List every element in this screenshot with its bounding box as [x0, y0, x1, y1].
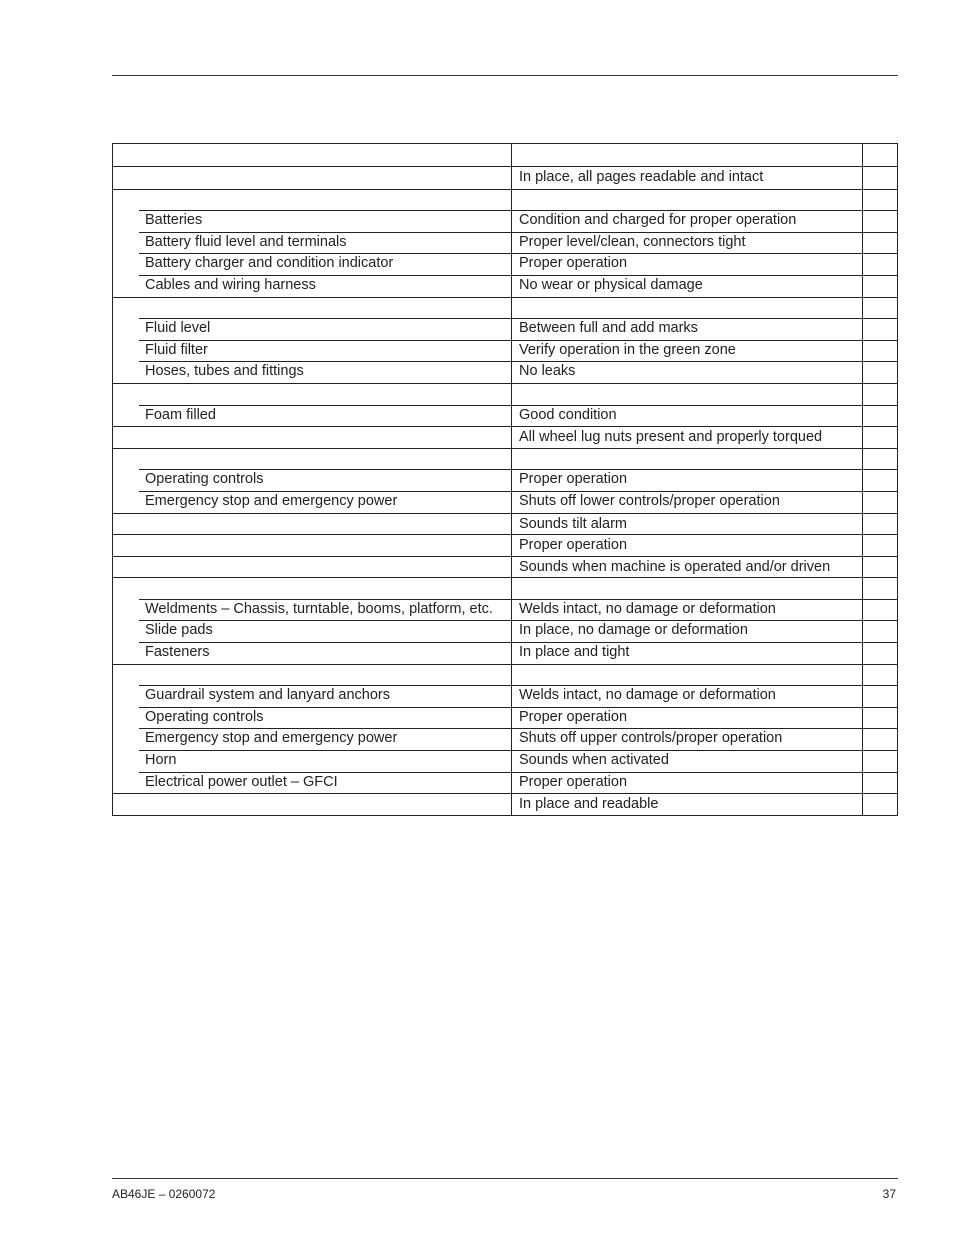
table-row: [113, 448, 897, 470]
table-row: [113, 707, 897, 729]
check-box-cell[interactable]: [863, 405, 897, 427]
inspection-criteria: In place, all pages readable and intact: [519, 169, 764, 185]
inspection-item: Fluid filter: [145, 341, 208, 358]
check-box-cell[interactable]: [863, 514, 897, 535]
table-row: [113, 491, 897, 513]
check-box-cell[interactable]: [863, 167, 897, 189]
inspection-criteria: Sounds tilt alarm: [519, 515, 627, 532]
table-row: [113, 793, 897, 815]
check-box-cell[interactable]: [863, 728, 897, 750]
check-box-cell[interactable]: [863, 750, 897, 772]
table-row: [113, 728, 897, 750]
table-row: [113, 275, 897, 297]
check-box-cell[interactable]: [863, 685, 897, 707]
table-row: [113, 232, 897, 254]
inspection-item: Electrical power outlet – GFCI: [145, 773, 338, 790]
inspection-criteria: Sounds when activated: [519, 752, 669, 769]
footer-page-number: 37: [882, 1187, 896, 1201]
check-box-cell[interactable]: [863, 384, 897, 405]
check-box-cell[interactable]: [863, 449, 897, 470]
check-box-cell[interactable]: [863, 620, 897, 642]
inspection-checklist-table: [112, 143, 898, 816]
check-box-cell[interactable]: [863, 427, 897, 448]
table-row: [113, 750, 897, 772]
inspection-criteria: Condition and charged for proper operation: [519, 212, 797, 229]
check-box-cell[interactable]: [863, 707, 897, 729]
check-box-cell[interactable]: [863, 232, 897, 254]
inspection-criteria: Welds intact, no damage or deformation: [519, 600, 776, 617]
inspection-criteria: Shuts off upper controls/proper operation: [519, 730, 783, 747]
inspection-criteria: Between full and add marks: [519, 320, 698, 337]
check-box-cell[interactable]: [863, 491, 897, 513]
inspection-item: Slide pads: [145, 622, 213, 639]
check-box-cell[interactable]: [863, 469, 897, 491]
footer-rule: [112, 1178, 898, 1179]
inspection-criteria: No leaks: [519, 363, 576, 380]
inspection-item: Operating controls: [145, 708, 264, 725]
check-box-cell[interactable]: [863, 665, 897, 686]
inspection-criteria: Proper operation: [519, 537, 628, 554]
inspection-item: Battery fluid level and terminals: [145, 233, 347, 250]
inspection-item: Fasteners: [145, 644, 210, 661]
table-header-row: [113, 144, 897, 167]
check-box-cell[interactable]: [863, 253, 897, 275]
inspection-item: Battery charger and condition indicator: [145, 255, 394, 272]
inspection-item: Horn: [145, 752, 177, 769]
inspection-item: Cables and wiring harness: [145, 276, 316, 293]
inspection-item: Hoses, tubes and fittings: [145, 363, 304, 380]
inspection-criteria: Proper level/clean, connectors tight: [519, 233, 746, 250]
table-row: [113, 620, 897, 642]
check-box-cell[interactable]: [863, 794, 897, 815]
table-row: [113, 664, 897, 686]
header-rule: [112, 75, 898, 76]
inspection-item: Foam filled: [145, 406, 216, 423]
inspection-criteria: In place and readable: [519, 796, 659, 813]
table-row: [113, 210, 897, 232]
check-box-cell[interactable]: [863, 578, 897, 599]
table-row: [113, 297, 897, 319]
inspection-criteria: In place and tight: [519, 644, 630, 661]
check-box-cell[interactable]: [863, 361, 897, 383]
table-row: [113, 361, 897, 383]
inspection-criteria: No wear or physical damage: [519, 276, 703, 293]
inspection-criteria: In place, no damage or deformation: [519, 622, 748, 639]
table-row: [113, 556, 897, 578]
table-row: [113, 405, 897, 427]
check-box-cell[interactable]: [863, 275, 897, 297]
check-box-cell[interactable]: [863, 772, 897, 794]
table-row: [113, 772, 897, 794]
inspection-criteria: Proper operation: [519, 255, 628, 272]
inspection-item: Emergency stop and emergency power: [145, 730, 398, 747]
inspection-criteria: Good condition: [519, 406, 617, 423]
table-row: [113, 577, 897, 599]
table-row: [113, 534, 897, 556]
inspection-criteria: Verify operation in the green zone: [519, 341, 736, 358]
check-box-cell[interactable]: [863, 298, 897, 319]
table-row: [113, 383, 897, 405]
inspection-item: Operating controls: [145, 471, 264, 488]
table-row: [113, 599, 897, 621]
check-box-cell[interactable]: [863, 599, 897, 621]
table-row: [113, 167, 897, 189]
check-box-cell[interactable]: [863, 535, 897, 556]
inspection-item: Fluid level: [145, 320, 211, 337]
inspection-item: Guardrail system and lanyard anchors: [145, 687, 391, 704]
inspection-criteria: Welds intact, no damage or deformation: [519, 687, 776, 704]
column-header-result: [863, 144, 897, 166]
table-row: [113, 426, 897, 448]
inspection-criteria: Sounds when machine is operated and/or driven: [519, 558, 831, 575]
inspection-criteria: All wheel lug nuts present and properly torqued: [519, 429, 823, 446]
table-row: [113, 685, 897, 707]
table-row: [113, 469, 897, 491]
inspection-criteria: Shuts off lower controls/proper operation: [519, 492, 780, 509]
check-box-cell[interactable]: [863, 340, 897, 362]
check-box-cell[interactable]: [863, 210, 897, 232]
inspection-item: Batteries: [145, 212, 203, 229]
inspection-item: Emergency stop and emergency power: [145, 492, 398, 509]
inspection-item: Weldments – Chassis, turntable, booms, platform, etc.: [145, 600, 493, 617]
table-row: [113, 318, 897, 340]
check-box-cell[interactable]: [863, 318, 897, 340]
check-box-cell[interactable]: [863, 642, 897, 664]
table-row: [113, 642, 897, 664]
table-row: [113, 189, 897, 211]
check-box-cell[interactable]: [863, 190, 897, 211]
check-box-cell[interactable]: [863, 557, 897, 578]
footer-document-id: AB46JE – 0260072: [112, 1187, 216, 1201]
table-row: [113, 253, 897, 275]
table-row: [113, 513, 897, 535]
inspection-criteria: Proper operation: [519, 773, 628, 790]
inspection-criteria: Proper operation: [519, 471, 628, 488]
inspection-criteria: Proper operation: [519, 708, 628, 725]
table-row: [113, 340, 897, 362]
